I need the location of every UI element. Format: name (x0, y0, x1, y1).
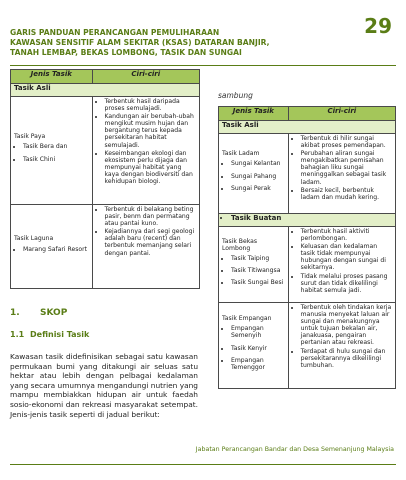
feature-item: • Perubahan aliran sungai mengakibatkan pemisahan bahagian liku sungai meninggalkan sebagai tasik ladam. (301, 150, 392, 185)
lake-type-cell (219, 303, 289, 389)
definition-paragraph: Kawasan tasik didefinisikan sebagai satu kawasan permukaan bumi yang ditakungi air seluas satu hektar atau lebih dengan pelbagai kedalaman yang secara umumnya mengandungi nutrien yang mampu membiakkan hidupan air untuk faedah sosio-ekonomi dan rekreasi masyarakat setempat. Jenis-jenis tasik seperti di jadual berikut: (10, 352, 198, 419)
table-row (219, 227, 396, 303)
header-line-2: KAWASAN SENSITIF ALAM SEKITAR (KSAS) DATARAN BANJIR, (10, 38, 270, 47)
lake-types-table-left (10, 69, 200, 289)
example-item: • Tasik Chini (23, 156, 89, 163)
header-line-3: TANAH LEMBAP, BEKAS LOMBONG, TASIK DAN SUNGAI (10, 48, 242, 57)
section-row (11, 84, 200, 97)
features-cell (92, 205, 199, 289)
lake-type-name: Tasik Bekas Lombong (222, 237, 258, 252)
features-cell (288, 134, 395, 214)
features-cell (92, 97, 199, 205)
document-header (10, 28, 380, 58)
column-header: Ciri-ciri (92, 70, 199, 84)
example-item: • Tasik Titiwangsa (231, 267, 285, 274)
column-header: Jenis Tasik (219, 107, 289, 121)
section-row (219, 121, 396, 134)
features-cell (288, 227, 395, 303)
feature-item: • Terdapat di hulu sungai dan persekitarannya dikelilingi tumbuhan. (301, 348, 392, 369)
lake-type-cell (11, 97, 93, 205)
features-cell (288, 303, 395, 389)
table-row (219, 134, 396, 214)
table-row (219, 303, 396, 389)
section-number: 1. (10, 308, 20, 318)
column-header: Jenis Tasik (11, 70, 93, 84)
lake-type-name: Tasik Ladam (222, 150, 260, 158)
feature-item: • Terbentuk oleh tindakan kerja manusia menyekat laluan air sungai dan menakungnya untuk tujuan bekalan air, janakuasa, pengairan pertanian atau rekreasi. (301, 304, 392, 347)
example-item: • Tasik Taiping (231, 255, 285, 262)
feature-item: • Kandungan air berubah-ubah mengikut musim hujan dan bergantung terus kepada persekitaran habitat semulajadi. (105, 113, 196, 148)
subsection-heading (10, 330, 89, 339)
section-label: Tasik Asli (11, 84, 200, 97)
subsection-number: 1.1 (10, 330, 25, 339)
example-item: • Sungai Kelantan (231, 160, 285, 167)
lake-type-name: Tasik Laguna (14, 235, 54, 243)
example-item: • Tasik Sungai Besi (231, 279, 285, 286)
section-bullet: • Tasik Buatan (231, 215, 392, 222)
section-heading (10, 308, 67, 318)
column-header: Ciri-ciri (288, 107, 395, 121)
lake-type-name: Tasik Empangan (222, 315, 272, 323)
example-item: • Empangan Semenyih (231, 325, 285, 339)
table-header-row (11, 70, 200, 84)
lake-type-cell (219, 227, 289, 303)
example-item: • Marang Safari Resort (23, 246, 89, 253)
header-divider (10, 65, 396, 66)
table-header-row (219, 107, 396, 121)
section-label: Tasik Asli (219, 121, 396, 134)
feature-item: • Terbentuk di hilir sungai akibat proses pemendapan. (301, 135, 392, 149)
example-item: • Sungai Pahang (231, 173, 285, 180)
feature-item: • Kejadiannya dari segi geologi adalah baru (recent) dan terbentuk memanjang selari dengan pantai. (105, 228, 196, 256)
lake-type-name: Tasik Paya (14, 133, 46, 141)
section-row (219, 214, 396, 227)
section-title: SKOP (40, 308, 68, 318)
example-item: • Empangan Temenggor (231, 357, 285, 371)
page-number: 29 (364, 14, 392, 38)
header-line-1: GARIS PANDUAN PERANCANGAN PEMULIHARAAN (10, 28, 220, 37)
footer-divider (10, 464, 396, 465)
subsection-title: Definisi Tasik (30, 330, 90, 339)
feature-item: • Tidak melalui proses pasang surut dan tidak dikelilingi habitat semula jadi. (301, 273, 392, 294)
example-item: • Sungai Perak (231, 185, 285, 192)
feature-item: • Terbentuk di belakang beting pasir, benm dan permatang atau pantai kuno. (105, 206, 196, 227)
continued-label: sambung (218, 91, 253, 100)
example-item: • Tasik Bera dan (23, 143, 89, 150)
feature-item: • Terbentuk hasil aktiviti perlombongan. (301, 228, 392, 242)
section-label (219, 214, 396, 227)
example-item: • Tasik Kenyir (231, 345, 285, 352)
lake-type-cell (11, 205, 93, 289)
footer-text: Jabatan Perancangan Bandar dan Desa Semenanjung Malaysia (195, 446, 394, 453)
lake-type-cell (219, 134, 289, 214)
feature-item: • Bersaiz kecil, berbentuk ladam dan mudah kering. (301, 187, 392, 201)
feature-item: • Keseimbangan ekologi dan ekosistem perlu dijaga dan mempunyai habitat yang kaya dengan biodiversiti dan kehidupan biologi. (105, 150, 196, 185)
table-row (11, 205, 200, 289)
table-row (11, 97, 200, 205)
feature-item: • Terbentuk hasil daripada proses semulajadi. (105, 98, 196, 112)
lake-types-table-right (218, 106, 396, 389)
feature-item: • Keluasan dan kedalaman tasik tidak mempunyai hubungan dengan sungai di sekitarnya. (301, 243, 392, 271)
